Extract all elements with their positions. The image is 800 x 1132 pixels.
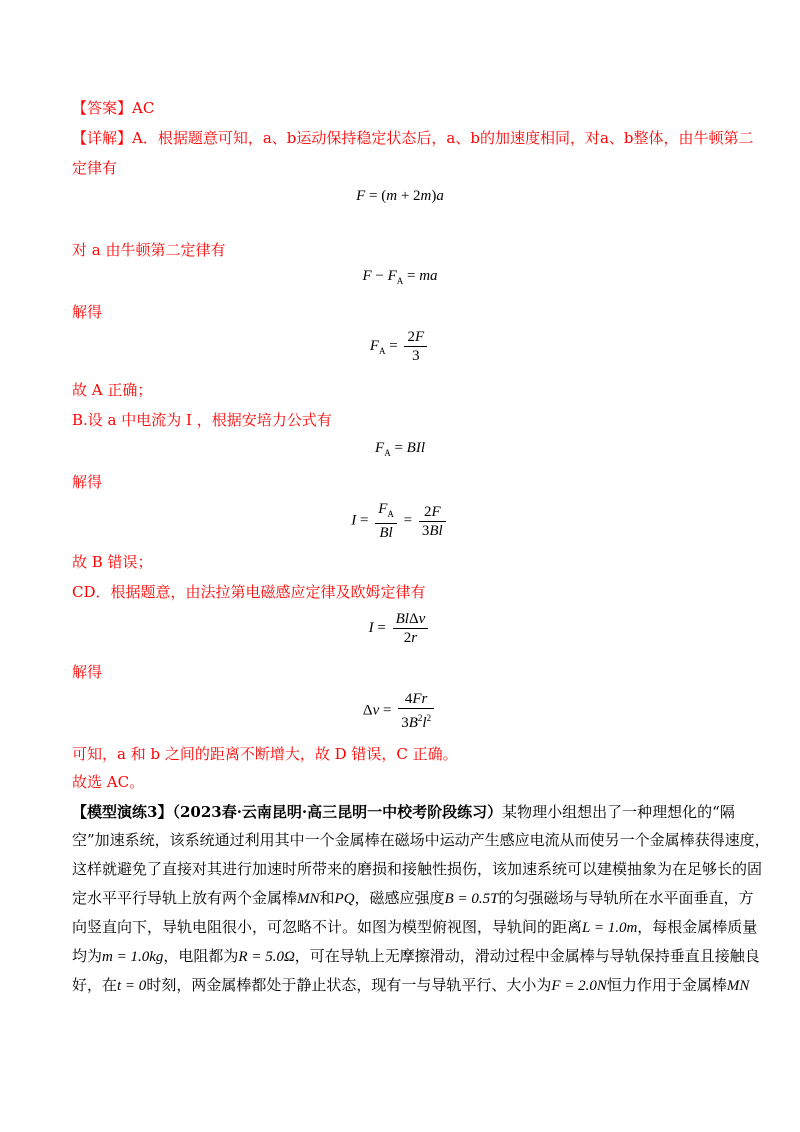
problem-text-6c: ，可在导轨上无摩擦滑动，滑动过程中金属棒与导轨保持垂直且接触良 [294, 947, 760, 965]
problem-text-6b: ，电阻都为 [163, 947, 239, 965]
problem-line-5 [72, 917, 757, 938]
detail-line-7: 故 B 错误； [72, 553, 153, 571]
symbol-b: B = 0.5T [444, 891, 499, 907]
equation-7: Δv = $\frac{4Fr}{3B^2l^2}$ [0, 690, 800, 732]
detail-line-4: 故 A 正确； [72, 381, 153, 399]
problem-line-3: 这样就避免了直接对其进行加速时所带来的磨损和接触性损伤，该加速系统可以建模抽象为在足够长的固 [72, 860, 763, 878]
detail-line-6: 解得 [72, 473, 103, 491]
equation-6: I = $\frac{\text{BlΔv}}{2r}$ [0, 610, 800, 647]
equation-3: $F_A$ = $\frac{2F}{3}$ [0, 328, 800, 365]
equation-2: $F - F_A$ = ma [362, 268, 438, 286]
equation-5: I = $\frac{F_A}{Bl}$ = $\frac{2F}{3Bl}$ [0, 500, 800, 542]
problem-text-4d: 的匀强磁场与导轨所在水平面垂直，方 [498, 889, 754, 907]
detail-line-11: 故选 AC。 [72, 773, 145, 791]
problem-text-5b: ，每根金属棒质量 [637, 918, 758, 936]
symbol-pq: PQ [334, 891, 355, 907]
symbol-m: m = 1.0kg [102, 949, 164, 965]
problem-text-6a: 均为 [72, 947, 103, 965]
problem-line-1 [72, 802, 735, 822]
equation-1: F = (m + 2m)a [356, 188, 444, 204]
problem-line-2: 空”加速系统，该系统通过利用其中一个金属棒在磁场中运动产生感应电流从而使另一个金属棒获得速度， [72, 831, 770, 849]
symbol-l: L = 1.0m [582, 920, 638, 936]
problem-line-4 [72, 888, 753, 909]
equation-4: $F_A$ = BIl [375, 440, 425, 458]
problem-text-7c: 恒力作用于金属棒 [606, 976, 727, 994]
symbol-mn-2: MN [726, 978, 750, 994]
problem-text-7a: 好，在 [72, 976, 118, 994]
detail-line-1 [72, 128, 754, 148]
problem-text-4b: 和 [319, 889, 335, 907]
symbol-f: F = 2.0N [551, 978, 607, 994]
problem-line-7 [72, 975, 749, 996]
problem-text-1: 某物理小组想出了一种理想化的“隔 [502, 803, 735, 821]
symbol-t: t = 0 [117, 978, 147, 994]
answer-value: AC [132, 99, 155, 117]
problem-tag: 【模型演练3】 [72, 803, 173, 821]
detail-label: 【详解】 [72, 129, 133, 147]
symbol-mn: MN [297, 891, 320, 907]
detail-line-9: 解得 [72, 663, 103, 681]
problem-text-4a: 定水平平行导轨上放有两个金属棒 [72, 889, 298, 907]
problem-text-4c: ，磁感应强度 [354, 889, 445, 907]
problem-line-6 [72, 946, 760, 967]
answer-line [72, 98, 154, 118]
problem-source: （2023春·云南昆明·高三昆明一中校考阶段练习） [172, 803, 503, 821]
detail-line-2: 对 a 由牛顿第二定律有 [72, 241, 226, 259]
detail-line-8: CD．根据题意，由法拉第电磁感应定律及欧姆定律有 [72, 583, 426, 601]
detail-line-5: B.设 a 中电流为 I ，根据安培力公式有 [72, 411, 332, 429]
detail-line-10: 可知，a 和 b 之间的距离不断增大，故 D 错误，C 正确。 [72, 745, 458, 763]
detail-line-1b: 定律有 [72, 159, 118, 177]
answer-label: 【答案】 [72, 99, 133, 117]
symbol-r: R = 5.0Ω [238, 949, 295, 965]
detail-line-3: 解得 [72, 303, 103, 321]
problem-text-7b: 时刻，两金属棒都处于静止状态，现有一与导轨平行、大小为 [146, 976, 552, 994]
problem-text-5a: 向竖直向下，导轨电阻很小，可忽略不计。如图为模型俯视图，导轨间的距离 [72, 918, 583, 936]
detail-text-a: A．根据题意可知，a、b运动保持稳定状态后，a、b的加速度相同，对a、b整体，由牛顿第二 [132, 129, 754, 147]
